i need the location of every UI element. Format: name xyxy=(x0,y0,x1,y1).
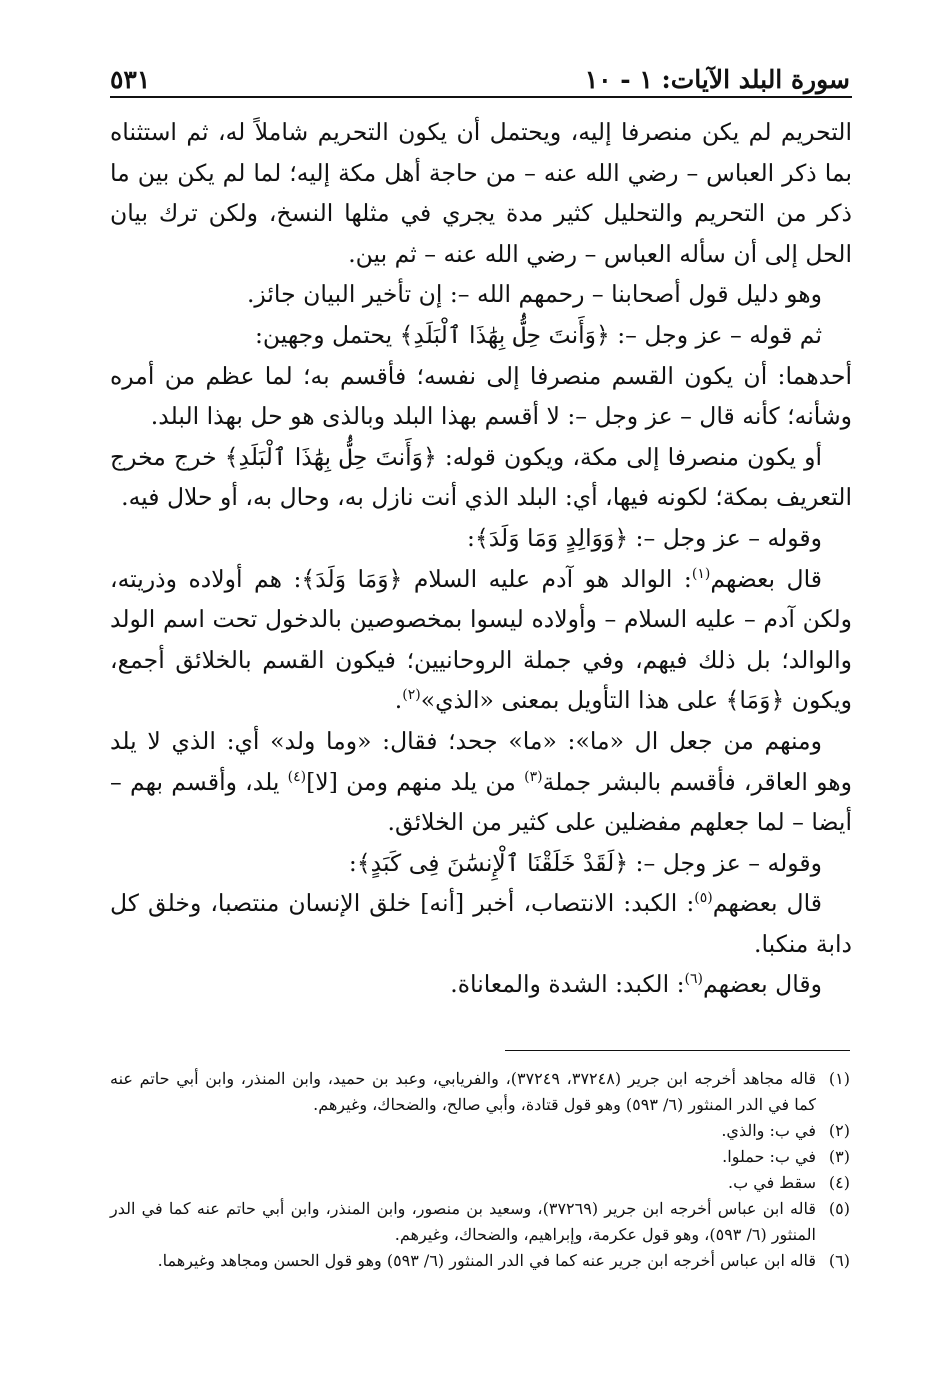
footnote xyxy=(110,1248,850,1274)
text-run: وقال بعضهم xyxy=(702,970,822,999)
text-run: . xyxy=(394,686,403,715)
footnote-number: (٤) xyxy=(828,1173,850,1192)
footnote-number: (٦) xyxy=(828,1251,850,1270)
paragraph: أحدهما: أن يكون القسم منصرفا إلى نفسه؛ فأقسم به؛ لما عظم من أمره وشأنه؛ كأنه قال – عز وجل –: لا أقسم بهذا البلد وبالذى هو حل بهذا البلد. xyxy=(110,361,852,431)
footnote xyxy=(110,1196,850,1248)
main-text xyxy=(110,112,852,1005)
footnote-text: قاله مجاهد أخرجه ابن جرير (٣٧٢٤٨، ٣٧٢٤٩)، والفريابي، وعبد بن حميد، وابن المنذر، وابن أبي حاتم عنه كما في الدر المنثور (٦/ ٥٩٣) وهو قول قتادة، وأبي صالح، والضحاك، وغيرهم. xyxy=(110,1069,817,1114)
footnote-text: قاله ابن عباس أخرجه ابن جرير عنه كما في الدر المنثور (٦/ ٥٩٣) وهو قول الحسن ومجاهد وغيرهما. xyxy=(157,1251,816,1270)
paragraph: التحريم لم يكن منصرفا إليه، ويحتمل أن يكون التحريم شاملاً له، ثم استثناه بما ذكر العباس – رضي الله عنه – من حاجة أهل مكة إليه؛ لما لم يكن بين ما ذكر من التحريم والتحليل كثير مدة يجري في مثلها النسخ، ولكن ترك بيان الحل إلى أن سأله العباس – رضي الله عنه – ثم بين. xyxy=(110,118,852,268)
text-run: قال بعضهم xyxy=(712,889,822,918)
footnote-number: (٣) xyxy=(828,1147,850,1166)
paragraph xyxy=(110,559,852,721)
footnote-ref[interactable]: (٦) xyxy=(684,971,703,988)
paragraph: أو يكون منصرفا إلى مكة، ويكون قوله: ﴿وَأَنتَ حِلُّۢ بِهَٰذَا ٱلْبَلَدِ﴾ خرج مخرج التعريف بمكة؛ لكونه فيها، أي: البلد الذي أنت نازل به، وحال به، أو حلال فيه. xyxy=(110,442,852,512)
header-rule xyxy=(110,96,852,98)
footnote-separator xyxy=(505,1050,850,1051)
footnote-ref[interactable]: (٣) xyxy=(524,768,543,785)
surah-title: سورة البلد الآيات: ١ - ١٠ xyxy=(584,65,850,94)
text-run: : الكبد: الشدة والمعاناة. xyxy=(450,970,685,999)
paragraph xyxy=(110,964,852,1005)
footnote xyxy=(110,1144,850,1170)
paragraph xyxy=(110,883,852,964)
footnote xyxy=(110,1118,850,1144)
paragraph: ثم قوله – عز وجل –: ﴿وَأَنتَ حِلُّۢ بِهَٰذَا ٱلْبَلَدِ﴾ يحتمل وجهين: xyxy=(254,320,822,349)
text-run: قال بعضهم xyxy=(710,564,822,593)
text-run: ومنهم من جعل ال «ما»: «ما» جحد؛ فقال: «وما ولد» أي: الذي لا يلد وهو العاقر، فأقسم بالبشر جملة xyxy=(110,726,852,796)
footnote-ref[interactable]: (٤) xyxy=(287,768,307,785)
running-header xyxy=(110,52,850,94)
footnote-ref[interactable]: (٢) xyxy=(402,687,421,704)
paragraph: وهو دليل قول أصحابنا – رحمهم الله –: إن تأخير البيان جائز. xyxy=(246,280,822,309)
footnote-text: سقط في ب. xyxy=(728,1173,816,1192)
paragraph xyxy=(110,721,852,843)
footnote-text: في ب: والذي. xyxy=(721,1121,816,1140)
footnotes xyxy=(110,1066,850,1274)
page-number: ٥٣١ xyxy=(110,65,151,94)
footnote-number: (٢) xyxy=(828,1121,850,1140)
text-run: من يلد منهم ومن [لا] xyxy=(306,767,525,796)
footnote-ref[interactable]: (٥) xyxy=(694,890,713,907)
paragraph: وقوله – عز وجل –: ﴿لَقَدْ خَلَقْنَا ٱلْإِنسَٰنَ فِى كَبَدٍ﴾: xyxy=(348,848,822,877)
text-run: يلد، وأقسم بهم – أيضا – لما جعلهم مفضلين على كثير من الخلائق. xyxy=(110,767,852,837)
paragraph: وقوله – عز وجل –: ﴿وَوَالِدٍ وَمَا وَلَدَ﴾: xyxy=(467,523,822,552)
footnote xyxy=(110,1066,850,1118)
text-run: : الكبد: الانتصاب، أخبر [أنه] خلق الإنسان منتصبا، وخلق كل دابة منكبا. xyxy=(110,889,852,958)
footnote-ref[interactable]: (١) xyxy=(691,565,711,582)
footnote-number: (٥) xyxy=(828,1199,850,1218)
footnote-number: (١) xyxy=(828,1069,850,1088)
footnote-text: في ب: حملوا. xyxy=(722,1147,816,1166)
footnote xyxy=(110,1170,850,1196)
text-run: : الوالد هو آدم عليه السلام ﴿وَمَا وَلَدَ﴾: هم أولاده وذريته، ولكن آدم – عليه السلام – وأولاده ليسوا بمخصوصين بالدخول تحت اسم الولد والوالد؛ بل ذلك فيهم، وفي جملة الروحانيين؛ فيكون القسم بالخلائق أجمع، ويكون ﴿وَمَا﴾ على هذا التأويل بمعنى «الذي» xyxy=(110,564,852,715)
footnote-text: قاله ابن عباس أخرجه ابن جرير (٣٧٢٦٩)، وسعيد بن منصور، وابن المنذر، وابن أبي حاتم عنه كما في الدر المنثور (٦/ ٥٩٣)، وهو قول عكرمة، وإبراهيم، والضحاك، وغيرهم. xyxy=(110,1199,816,1244)
